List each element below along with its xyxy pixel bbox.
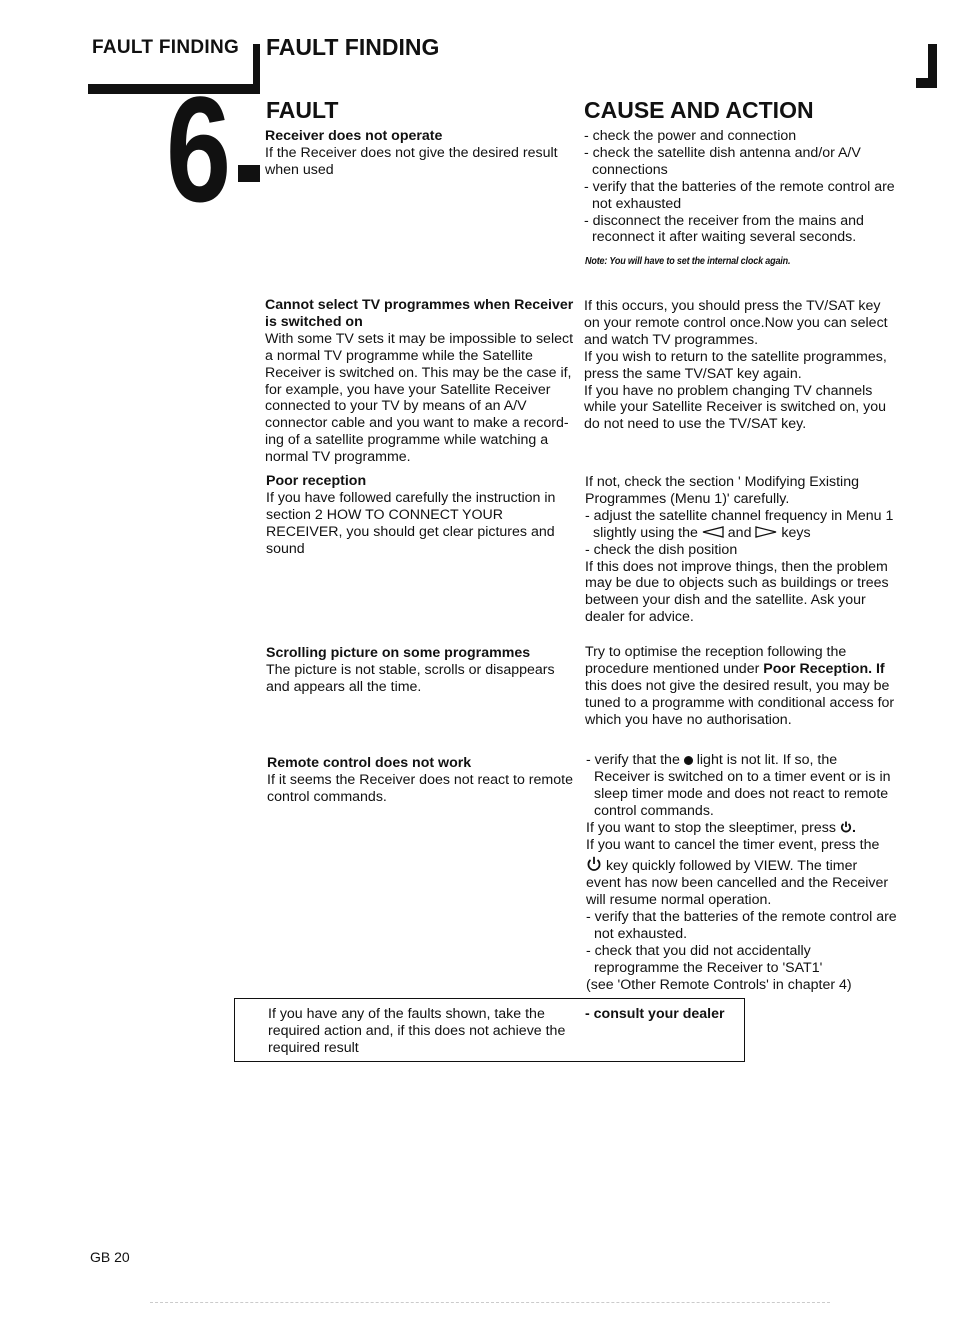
action-fragment: light is not lit. If so, the [696, 752, 838, 768]
action-line [585, 661, 915, 678]
action-line: may be due to objects such as buildings or trees [585, 575, 889, 592]
action-line: press the same TV/SAT key again. [584, 365, 802, 382]
fault-text-line: normal TV programme. [265, 449, 411, 466]
action-line: If you want to cancel the timer event, press the [586, 836, 880, 853]
power-key-icon [586, 856, 602, 872]
action-line: If this does not improve things, then the problem [585, 558, 888, 575]
action-line: on your remote control once.Now you can select [584, 314, 888, 331]
action-fragment: keys [781, 524, 811, 541]
fault-text-line: The picture is not stable, scrolls or disappears [266, 661, 555, 678]
action-line: - check the power and connection [584, 128, 797, 144]
action-line: connections [592, 161, 668, 178]
fault-entry-3 [266, 473, 581, 558]
action-line: this does not give the desired result, you may be [585, 677, 890, 694]
action-line: Programmes (Menu 1)' carefully. [585, 490, 790, 507]
fault-entry-2 [265, 297, 580, 466]
action-line-keys [585, 525, 915, 542]
action-line: not exhausted [592, 195, 682, 212]
action-line: tuned to a programme with conditional access for [585, 694, 895, 711]
summary-text-line: required action and, if this does not achieve the [268, 1022, 566, 1039]
fault-text-line: If you have followed carefully the instruction in [266, 489, 556, 506]
action-line: event has now been cancelled and the Receiver [586, 875, 889, 892]
action-line: dealer for advice. [585, 609, 694, 626]
chapter-number: 6 [166, 65, 227, 233]
chapter-marker-block [238, 165, 260, 182]
fault-text-line: Receiver is switched on. This may be the case if, [265, 364, 572, 381]
action-line: - verify that the batteries of the remote control are [586, 909, 897, 926]
fault-text-line: a normal TV programme while the Satellite [265, 347, 533, 364]
action-fragment: and [727, 524, 752, 541]
fault-text-line: for example, you have your Satellite Receiver [265, 381, 551, 398]
right-arrow-key-icon [755, 526, 777, 538]
action-entry-4 [585, 644, 915, 729]
action-line: sleep timer mode and does not react to remote [594, 785, 889, 802]
fault-entry-4 [266, 645, 581, 696]
action-line: If you wish to return to the satellite programmes, [584, 348, 887, 365]
page-number: GB 20 [90, 1249, 130, 1265]
action-line: - check that you did not accidentally [586, 942, 811, 959]
power-icon [840, 821, 852, 833]
action-line [586, 752, 916, 769]
action-line: will resume normal operation. [586, 892, 772, 909]
fault-title-line: is switched on [265, 313, 363, 330]
action-line: and watch TV programmes. [584, 331, 759, 348]
action-line: Receiver is switched on to a timer event or is in [594, 768, 891, 785]
fault-title: Receiver does not operate [265, 128, 443, 144]
left-arrow-key-icon [702, 526, 724, 538]
fault-text-line: connector cable and you want to make a record- [265, 415, 569, 432]
action-line: - disconnect the receiver from the mains and [584, 212, 864, 229]
fault-text-line: ing of a satellite programme while watching a [265, 432, 549, 449]
fault-title-line: Cannot select TV programmes when Receiver [265, 297, 574, 313]
corner-mark-horizontal [916, 78, 937, 88]
action-line: - check the satellite dish antenna and/or A/V [584, 144, 861, 161]
summary-action: - consult your dealer [585, 1006, 725, 1022]
cause-column-heading: CAUSE AND ACTION [584, 97, 814, 123]
fault-text-line: sound [266, 540, 305, 557]
action-fragment: If you want to stop the sleeptimer, press [586, 819, 836, 836]
fault-text-line: when used [265, 161, 334, 178]
action-fragment: key quickly followed by VIEW. The timer [605, 858, 858, 875]
action-line: reprogramme the Receiver to 'SAT1' [594, 959, 823, 976]
scan-artifact-line [150, 1302, 830, 1305]
header-section-title-small: FAULT FINDING [92, 37, 240, 58]
fault-text-line: and appears all the time. [266, 678, 422, 695]
standby-light-icon [684, 756, 693, 765]
action-fragment-bold: Poor Reception. If [763, 660, 885, 677]
action-entry-5 [586, 752, 916, 994]
fault-text-line: With some TV sets it may be impossible to select [265, 330, 574, 347]
action-line: If you have no problem changing TV channels [584, 382, 873, 399]
action-fragment: procedure mentioned under [585, 660, 760, 677]
fault-title: Poor reception [266, 473, 367, 489]
fault-text-line: If the Receiver does not give the desired result [265, 144, 558, 161]
action-line: - verify that the batteries of the remote control are [584, 178, 895, 195]
action-line: If not, check the section ' Modifying Existing [585, 474, 859, 490]
action-line: reconnect it after waiting several seconds. [592, 229, 857, 246]
action-line: Try to optimise the reception following the [585, 644, 847, 660]
action-line [586, 856, 916, 875]
action-entry-1 [584, 128, 914, 246]
action-line: control commands. [594, 802, 714, 819]
fault-entry-1 [265, 128, 575, 179]
fault-text-line: RECEIVER, you should get clear pictures and [266, 523, 555, 540]
summary-text [268, 1006, 578, 1057]
action-line: which you have no authorisation. [585, 711, 792, 728]
fault-entry-5 [267, 755, 582, 806]
action-fragment: - verify that the [586, 752, 680, 768]
action-line: If this occurs, you should press the TV/SAT key [584, 298, 881, 314]
action-line: while your Satellite Receiver is switched on, you [584, 399, 887, 416]
action-fragment: slightly using the [593, 524, 698, 541]
action-entry-3 [585, 474, 915, 626]
fault-text-line: section 2 HOW TO CONNECT YOUR [266, 506, 504, 523]
action-line: - check the dish position [585, 541, 738, 558]
action-line: If you want to stop the sleeptimer, press . [586, 819, 856, 836]
action-entry-2 [584, 298, 914, 433]
header-section-title-large: FAULT FINDING [266, 34, 440, 60]
fault-title: Remote control does not work [267, 755, 472, 771]
summary-text-line: If you have any of the faults shown, take the [268, 1006, 545, 1022]
fault-text-line: control commands. [267, 788, 387, 805]
action-line: (see 'Other Remote Controls' in chapter 4) [586, 976, 852, 993]
action-line: between your dish and the satellite. Ask your [585, 592, 866, 609]
fault-text-line: If it seems the Receiver does not react to remote [267, 771, 573, 788]
clock-note: Note: You will have to set the internal clock again. [585, 255, 791, 267]
action-line: not exhausted. [594, 926, 688, 943]
fault-column-heading: FAULT [266, 97, 339, 123]
fault-title: Scrolling picture on some programmes [266, 645, 531, 661]
action-line: - adjust the satellite channel frequency in Menu 1 [585, 507, 894, 524]
action-line: do not need to use the TV/SAT key. [584, 416, 807, 433]
header-rule-vertical [253, 44, 260, 94]
fault-text-line: connected to your TV by means of an A/V [265, 398, 527, 415]
summary-text-line: required result [268, 1039, 359, 1056]
